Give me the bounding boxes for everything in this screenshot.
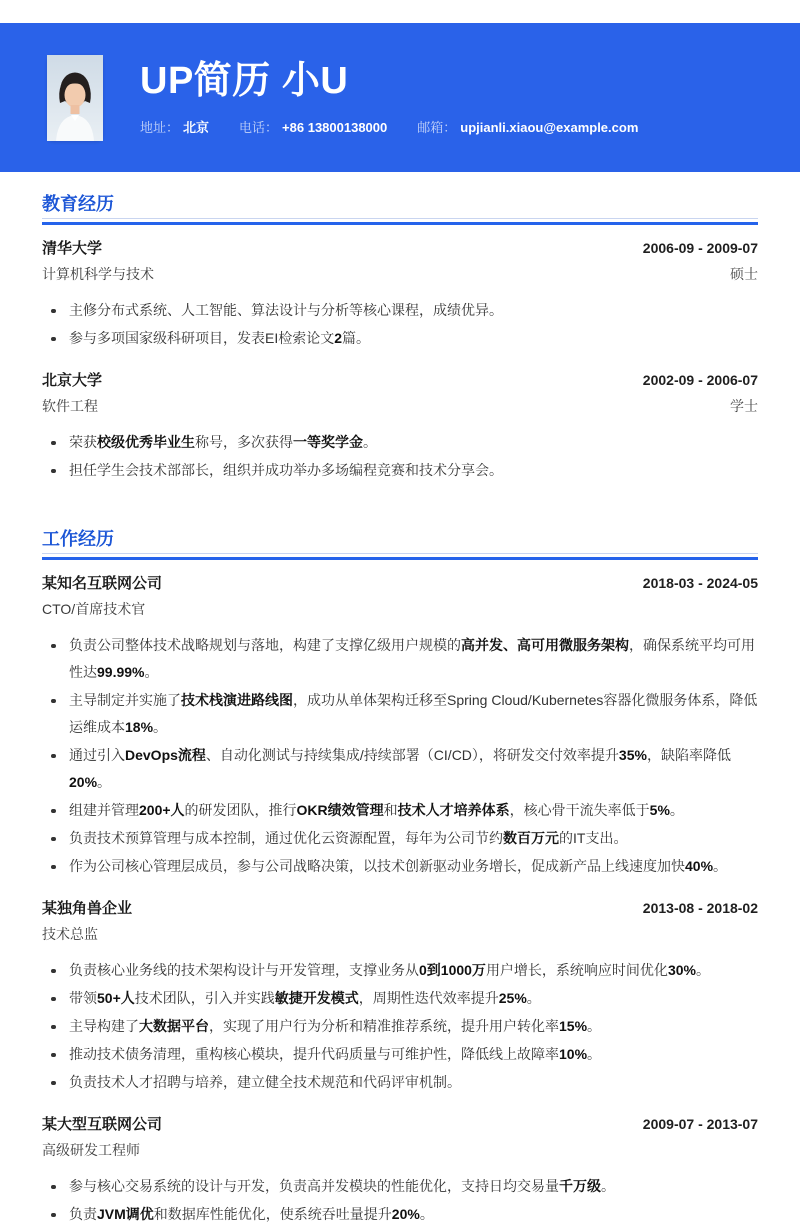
bullet-text: 组建并管理 — [69, 802, 139, 818]
org-name: 清华大学 — [42, 240, 103, 257]
resume-content — [0, 193, 800, 1228]
entry — [42, 370, 758, 484]
contact-email-label: 邮箱： — [417, 120, 457, 135]
date-range: 2002-09 - 2006-07 — [642, 372, 758, 388]
bullet-text: 。 — [363, 434, 377, 450]
bullet-text: 技术团队，引入并实践 — [134, 990, 275, 1006]
bullet-text: 。 — [695, 962, 710, 978]
bullet-text-bold: 30% — [667, 962, 696, 978]
bullet-text: 。 — [144, 664, 159, 680]
degree: 学士 — [730, 398, 758, 414]
candidate-name: UP简历 小U — [140, 60, 349, 102]
bullet-text-bold: 200+人 — [139, 802, 185, 818]
bullet-text-bold: 35% — [618, 747, 647, 763]
section-work — [42, 528, 758, 1228]
bullet-text: 。 — [601, 1178, 615, 1194]
bullet-text: 主导制定并实施了 — [69, 692, 181, 708]
bullet-text-bold: 99.99% — [97, 664, 145, 680]
section-header — [42, 193, 758, 225]
bullet-text-bold: 大数据平台 — [139, 1018, 209, 1034]
bullet-list — [42, 957, 758, 1096]
bullet-text: ，核心骨干流失率低于 — [509, 802, 650, 818]
bullet-text: ，周期性迭代效率提升 — [358, 990, 499, 1006]
bullet-item — [42, 1173, 758, 1200]
bullet-text: 、自动化测试与持续集成/持续部署（CI/CD），将研发交付效率提升 — [205, 747, 619, 763]
avatar-illustration — [47, 55, 103, 141]
bullet-dot-icon — [51, 969, 56, 974]
resume-page — [0, 23, 800, 1222]
bullet-list — [42, 297, 758, 352]
section-divider — [42, 557, 758, 560]
bullet-dot-icon — [51, 1025, 56, 1030]
date-range: 2013-08 - 2018-02 — [642, 900, 758, 916]
bullet-list — [42, 632, 758, 880]
entry — [42, 573, 758, 880]
bullet-item — [42, 957, 758, 984]
bullet-item — [42, 1013, 758, 1040]
bullet-text: 参与核心交易系统的设计与开发，负责高并发模块的性能优化，支持日均交易量 — [69, 1178, 559, 1194]
bullet-text-bold: 2 — [334, 330, 343, 346]
bullet-text-bold: 数百万元 — [503, 830, 559, 846]
org-name: 某大型互联网公司 — [42, 1116, 163, 1133]
role-title: 软件工程 — [42, 398, 98, 414]
contact-address-label: 地址： — [140, 120, 180, 135]
entry-subtitle-row — [42, 397, 758, 416]
bullet-text: 。 — [419, 1206, 434, 1222]
bullet-text: 荣获 — [69, 434, 97, 450]
role-title: 计算机科学与技术 — [42, 266, 154, 282]
entry — [42, 238, 758, 352]
bullet-text: ，成功从单体架构迁移至Spring Cloud/Kubernetes容器化微服务体系，降低运维成本 — [69, 692, 758, 735]
contact-address — [140, 117, 209, 136]
contact-address-value: 北京 — [183, 120, 210, 135]
bullet-dot-icon — [51, 1081, 56, 1086]
bullet-dot-icon — [51, 644, 56, 649]
bullet-item — [42, 797, 758, 824]
bullet-text-bold: DevOps流程 — [125, 747, 206, 763]
bullet-text: 。 — [97, 774, 112, 790]
bullet-item — [42, 1069, 758, 1096]
bullet-item — [42, 687, 758, 741]
entry — [42, 898, 758, 1096]
date-range: 2009-07 - 2013-07 — [642, 1116, 758, 1132]
bullet-item — [42, 457, 758, 484]
bullet-text-bold: 10% — [559, 1046, 588, 1062]
section-title: 工作经历 — [42, 528, 758, 554]
role-title: 技术总监 — [42, 926, 98, 942]
bullet-dot-icon — [51, 441, 56, 446]
bullet-dot-icon — [51, 469, 56, 474]
bullet-dot-icon — [51, 1213, 56, 1218]
bullet-list — [42, 1173, 758, 1228]
date-range: 2018-03 - 2024-05 — [642, 575, 758, 591]
bullet-dot-icon — [51, 699, 56, 704]
bullet-text: 和 — [383, 802, 398, 818]
bullet-item — [42, 853, 758, 880]
bullet-text-bold: 5% — [649, 802, 670, 818]
bullet-dot-icon — [51, 337, 56, 342]
contact-phone-value: +86 13800138000 — [282, 120, 388, 135]
bullet-text-bold: 40% — [685, 858, 714, 874]
entry-header-row — [42, 898, 758, 919]
bullet-text-bold: 校级优秀毕业生 — [97, 434, 195, 450]
bullet-text: ，确保系统平均可用性达 — [69, 637, 755, 680]
contact-row — [140, 117, 638, 136]
bullet-text: 负责公司整体技术战略规划与落地，构建了支撑亿级用户规模的 — [69, 637, 461, 653]
contact-email — [417, 117, 638, 136]
role-title: CTO/首席技术官 — [42, 601, 146, 617]
bullet-text-bold: 0到1000万 — [419, 962, 486, 978]
bullet-text: 。 — [587, 1018, 602, 1034]
bullet-item — [42, 632, 758, 686]
bullet-dot-icon — [51, 1053, 56, 1058]
bullet-item — [42, 429, 758, 456]
bullet-dot-icon — [51, 809, 56, 814]
header — [0, 23, 800, 172]
bullet-text: 负责技术预算管理与成本控制，通过优化云资源配置，每年为公司节约 — [69, 830, 503, 846]
bullet-text-bold: 一等奖学金 — [293, 434, 363, 450]
bullet-text: 。 — [587, 1046, 602, 1062]
bullet-item — [42, 825, 758, 852]
org-name: 北京大学 — [42, 372, 103, 389]
degree: 硕士 — [730, 266, 758, 282]
bullet-text: 负责 — [69, 1206, 97, 1222]
bullet-dot-icon — [51, 837, 56, 842]
bullet-text-bold: JVM调优 — [97, 1206, 154, 1222]
bullet-text-bold: 敏捷开发模式 — [274, 990, 359, 1006]
bullet-text: 主导构建了 — [69, 1018, 139, 1034]
contact-phone-label: 电话： — [239, 120, 279, 135]
bullet-item — [42, 297, 758, 324]
bullet-text: 主修分布式系统、人工智能、算法设计与分析等核心课程，成绩优异。 — [69, 302, 503, 318]
contact-email-value: upjianli.xiaou@example.com — [460, 120, 639, 135]
entry-header-row — [42, 370, 758, 391]
bullet-text: ，缺陷率降低 — [646, 747, 731, 763]
bullet-text: 作为公司核心管理层成员，参与公司战略决策，以技术创新驱动业务增长，促成新产品上线速度加快 — [69, 858, 685, 874]
bullet-dot-icon — [51, 754, 56, 759]
org-name: 某知名互联网公司 — [42, 575, 163, 592]
bullet-text: 用户增长，系统响应时间优化 — [485, 962, 668, 978]
org-name: 某独角兽企业 — [42, 900, 133, 917]
bullet-text: 负责核心业务线的技术架构设计与开发管理，支撑业务从 — [69, 962, 419, 978]
bullet-text: 。 — [153, 719, 168, 735]
section-header — [42, 528, 758, 560]
bullet-dot-icon — [51, 309, 56, 314]
bullet-item — [42, 985, 758, 1012]
entry-subtitle-row — [42, 265, 758, 284]
bullet-text: 带领 — [69, 990, 97, 1006]
bullet-text: 负责技术人才招聘与培养，建立健全技术规范和代码评审机制。 — [69, 1074, 461, 1090]
bullet-item — [42, 742, 758, 796]
entry — [42, 1114, 758, 1228]
entry-subtitle-row — [42, 1141, 758, 1160]
bullet-text: 参与多项国家级科研项目，发表EI检索论文 — [69, 330, 335, 346]
contact-phone — [239, 117, 387, 136]
bullet-text-bold: 技术栈演进路线图 — [181, 692, 293, 708]
bullet-list — [42, 429, 758, 484]
bullet-text: 。 — [669, 802, 684, 818]
entry-subtitle-row — [42, 600, 758, 619]
role-title: 高级研发工程师 — [42, 1142, 140, 1158]
bullet-text: 篇。 — [342, 330, 371, 346]
profile-photo — [47, 55, 103, 141]
bullet-text-bold: 25% — [498, 990, 527, 1006]
bullet-item — [42, 1201, 758, 1228]
bullet-dot-icon — [51, 1185, 56, 1190]
date-range: 2006-09 - 2009-07 — [642, 240, 758, 256]
bullet-text-bold: 千万级 — [559, 1178, 601, 1194]
bullet-item — [42, 325, 758, 352]
entry-header-row — [42, 1114, 758, 1135]
bullet-text: 称号，多次获得 — [195, 434, 293, 450]
bullet-text: 。 — [526, 990, 541, 1006]
bullet-text-bold: 技术人才培养体系 — [397, 802, 510, 818]
section-education — [42, 193, 758, 484]
bullet-text: 的IT支出。 — [559, 830, 628, 846]
bullet-text-bold: OKR绩效管理 — [296, 802, 384, 818]
bullet-text: 推动技术债务清理，重构核心模块，提升代码质量与可维护性，降低线上故障率 — [69, 1046, 559, 1062]
bullet-text-bold: 18% — [125, 719, 154, 735]
bullet-text: 的研发团队，推行 — [184, 802, 297, 818]
section-divider — [42, 222, 758, 225]
entry-header-row — [42, 573, 758, 594]
bullet-text: ，实现了用户行为分析和精准推荐系统，提升用户转化率 — [209, 1018, 559, 1034]
bullet-text: 担任学生会技术部部长，组织并成功举办多场编程竞赛和技术分享会。 — [69, 462, 503, 478]
bullet-text-bold: 高并发、高可用微服务架构 — [461, 637, 629, 653]
bullet-text-bold: 20% — [69, 774, 98, 790]
bullet-text: 通过引入 — [69, 747, 125, 763]
bullet-dot-icon — [51, 997, 56, 1002]
bullet-text: 和数据库性能优化，使系统吞吐量提升 — [153, 1206, 392, 1222]
bullet-dot-icon — [51, 865, 56, 870]
bullet-text-bold: 20% — [391, 1206, 420, 1222]
section-title: 教育经历 — [42, 193, 758, 219]
bullet-text-bold: 50+人 — [97, 990, 135, 1006]
bullet-item — [42, 1041, 758, 1068]
header-info — [140, 59, 638, 136]
entry-header-row — [42, 238, 758, 259]
bullet-text-bold: 15% — [559, 1018, 588, 1034]
entry-subtitle-row — [42, 925, 758, 944]
bullet-text: 。 — [713, 858, 728, 874]
